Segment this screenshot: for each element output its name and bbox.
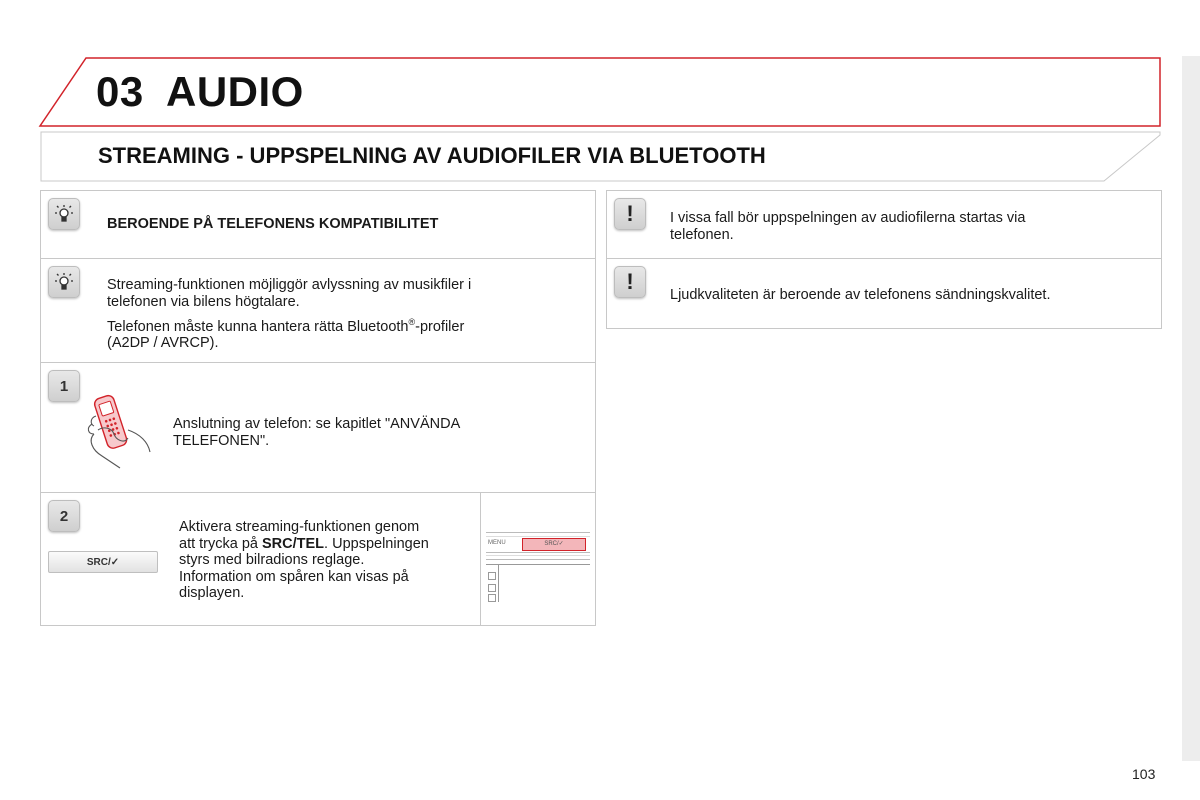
panel-line: [486, 555, 590, 556]
radio-panel-illustration: [486, 528, 590, 604]
tip-text-fragment: Telefonen måste kunna hantera rätta Bluetooth: [107, 318, 409, 335]
tip-text-line: [107, 314, 587, 335]
panel-line: [486, 559, 590, 560]
step-2-badge: [48, 500, 80, 532]
tip-text-line: (A2DP / AVRCP).: [107, 335, 219, 352]
tip-text-line: Streaming-funktionen möjliggör avlyssning av musikfiler i: [107, 277, 472, 293]
tip-text: [107, 277, 587, 352]
chapter-number: 03: [96, 68, 144, 115]
src-tel-button[interactable]: SRC/✓: [48, 551, 158, 573]
step-text-line: Anslutning av telefon: se kapitlet "ANVÄNDA: [173, 416, 461, 432]
step-text-fragment: . Uppspelningen: [324, 535, 429, 552]
warning-text: Ljudkvaliteten är beroende av telefonens sändningskvalitet.: [670, 287, 1051, 303]
src-tel-label: SRC/TEL: [262, 535, 325, 552]
chapter-title: AUDIO: [166, 68, 304, 115]
warning-text-line: telefonen.: [670, 226, 734, 243]
tip-text-line: telefonen via bilens högtalare.: [107, 293, 300, 310]
page-number: 103: [1132, 766, 1156, 782]
src-key-highlight: SRC/✓: [522, 538, 586, 551]
panel-line: [486, 536, 590, 537]
phone-in-hand-icon: [84, 390, 156, 470]
step-text-line: styrs med bilradions reglage.: [179, 552, 365, 568]
step-text-line: Aktivera streaming-funktionen genom: [179, 519, 420, 535]
exclamation-glyph: !: [626, 269, 634, 294]
warning-icon: [614, 266, 646, 298]
panel-key: [488, 584, 496, 592]
panel-line: [486, 532, 590, 533]
step-1-badge: [48, 370, 80, 402]
panel-line: [486, 564, 590, 565]
step-1-text: [173, 416, 573, 449]
step-number: 1: [59, 377, 69, 395]
panel-line: [498, 564, 499, 602]
warning-text-line: I vissa fall bör uppspelningen av audiofilerna startas via: [670, 210, 1026, 226]
side-tab-bar: [1182, 56, 1200, 761]
lightbulb-icon: [48, 266, 80, 298]
menu-key: MENU: [488, 540, 506, 546]
step-text-line: displayen.: [179, 585, 245, 601]
warning-text: [670, 210, 1150, 243]
tip-text-fragment: -profiler: [415, 318, 465, 335]
step-text-line: Information om spåren kan visas på: [179, 568, 409, 585]
panel-key: [488, 572, 496, 580]
step-text-fragment: att trycka på: [179, 535, 263, 552]
tip-heading: BEROENDE PÅ TELEFONENS KOMPATIBILITET: [107, 216, 439, 232]
exclamation-glyph: !: [626, 201, 634, 226]
panel-line: [486, 552, 590, 553]
panel-key: [488, 594, 496, 602]
step-text-line: [179, 536, 475, 553]
registered-mark: ®: [408, 317, 416, 327]
step-2-text: [179, 519, 475, 602]
warning-icon: [614, 198, 646, 230]
step-2-divider: [480, 493, 481, 625]
lightbulb-icon: [48, 198, 80, 230]
section-title: STREAMING - UPPSPELNING AV AUDIOFILER VIA BLUETOOTH: [98, 143, 766, 168]
step-number: 2: [59, 507, 69, 525]
step-text-line: TELEFONEN".: [173, 432, 270, 449]
